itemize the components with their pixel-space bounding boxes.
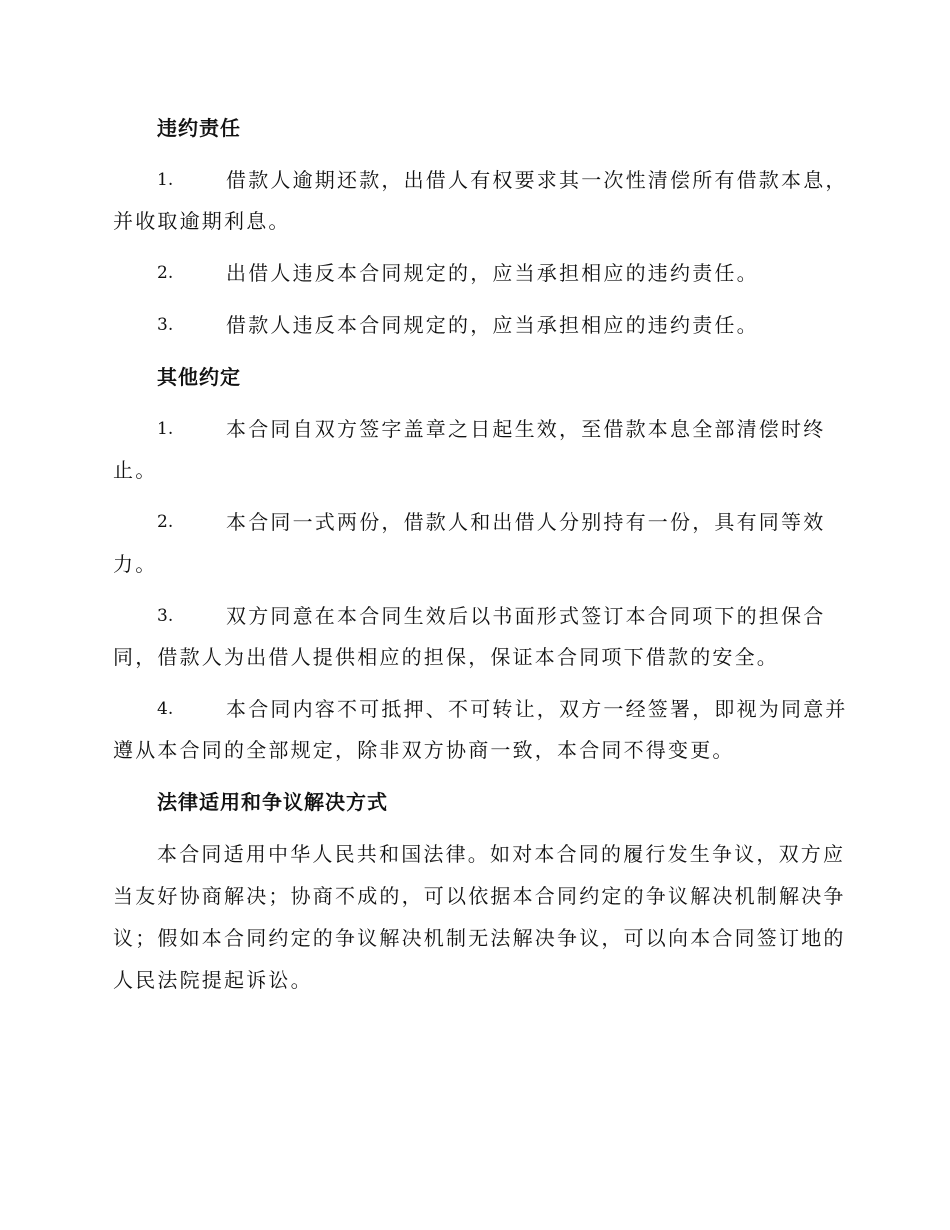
- section-heading-other-terms: 其他约定: [157, 365, 241, 389]
- item-text: 借款人违反本合同规定的，应当承担相应的违约责任。: [226, 313, 759, 337]
- item-number: 2.: [157, 512, 174, 532]
- item-number: 1.: [157, 419, 174, 439]
- item-number: 3.: [157, 315, 174, 335]
- paragraph-line: 本合同适用中华人民共和国法律。如对本合同的履行发生争议，双方应: [157, 842, 846, 866]
- paragraph-line: 议；假如本合同约定的争议解决机制无法解决争议，可以向本合同签订地的: [113, 926, 846, 950]
- item-text-continued: 同，借款人为出借人提供相应的担保，保证本合同项下借款的安全。: [113, 645, 779, 669]
- item-text: 本合同一式两份，借款人和出借人分别持有一份，具有同等效: [226, 510, 826, 534]
- item-text-continued: 遵从本合同的全部规定，除非双方协商一致，本合同不得变更。: [113, 738, 735, 762]
- item-text-continued: 并收取逾期利息。: [113, 209, 291, 233]
- item-number: 1.: [157, 170, 174, 190]
- paragraph-line: 当友好协商解决；协商不成的，可以依据本合同约定的争议解决机制解决争: [113, 884, 846, 908]
- section-heading-breach: 违约责任: [157, 116, 241, 140]
- item-number: 4.: [157, 699, 174, 719]
- item-number: 3.: [157, 606, 174, 626]
- item-text-continued: 止。: [113, 458, 158, 482]
- section-heading-governing-law: 法律适用和争议解决方式: [157, 790, 388, 814]
- item-text: 借款人逾期还款，出借人有权要求其一次性清偿所有借款本息，: [226, 168, 848, 192]
- item-number: 2.: [157, 263, 174, 283]
- item-text: 双方同意在本合同生效后以书面形式签订本合同项下的担保合: [226, 604, 826, 628]
- item-text: 出借人违反本合同规定的，应当承担相应的违约责任。: [226, 261, 759, 285]
- item-text-continued: 力。: [113, 552, 158, 576]
- item-text: 本合同内容不可抵押、不可转让，双方一经签署，即视为同意并: [226, 697, 848, 721]
- item-text: 本合同自双方签字盖章之日起生效，至借款本息全部清偿时终: [226, 417, 826, 441]
- paragraph-line: 人民法院提起诉讼。: [113, 968, 313, 992]
